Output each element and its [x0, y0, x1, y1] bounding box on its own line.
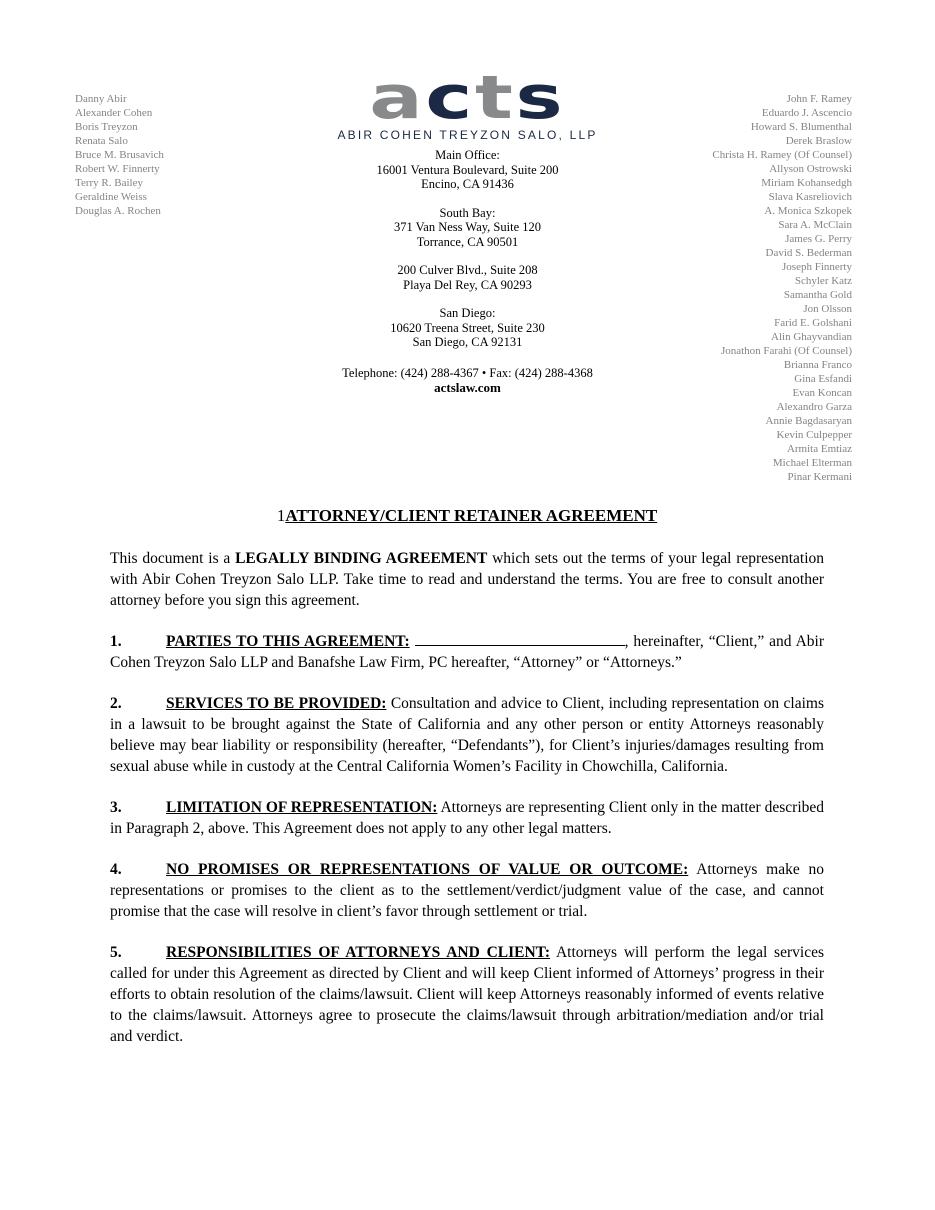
office-playa-del-rey [0, 263, 935, 292]
office-address-line: 371 Van Ness Way, Suite 120 [393, 220, 542, 234]
client-name-blank-field [415, 631, 625, 646]
office-address-line: Playa Del Rey, CA 90293 [403, 277, 532, 292]
office-address-line: 10620 Treena Street, Suite 230 [390, 320, 545, 335]
attorney-name: Miriam Kohansedgh [761, 177, 852, 189]
logo-letter-s: s [515, 63, 566, 133]
attorney-name: Robert W. Finnerty [75, 163, 160, 175]
office-label: Main Office: [435, 148, 500, 162]
attorney-name: Boris Treyzon [75, 121, 138, 133]
attorney-name: Renata Salo [75, 135, 128, 147]
section-body: , hereinafter, “Client,” and Abir Cohen Treyzon Salo LLP and Banafshe Law Firm, PC hereafter, “Attorney” or “Attorneys.” [110, 633, 825, 671]
attorney-name: Schyler Katz [794, 275, 852, 287]
letterhead [0, 63, 935, 395]
section-services [110, 693, 824, 777]
logo-letter-a: a [369, 63, 426, 133]
intro-text-post: which sets out the terms of your legal representation with Abir Cohen Treyzon Salo LLP. Take time to read and understand the terms. You are free to consult another attorney before you sign this agreement. [110, 550, 825, 609]
section-heading: SERVICES TO BE PROVIDED: [166, 695, 387, 712]
office-main [0, 148, 935, 192]
section-parties [110, 631, 824, 673]
section-limitation [110, 797, 824, 839]
section-number: 5. [110, 944, 122, 961]
attorney-name: Pinar Kermani [787, 471, 852, 483]
office-address-line: 16001 Ventura Boulevard, Suite 200 [376, 162, 559, 177]
intro-text-pre: This document is a [110, 550, 236, 567]
attorney-name: Howard S. Blumenthal [750, 121, 852, 133]
section-body: Attorneys will perform the legal services called for under this Agreement as directed by Client and will keep Client informed of Attorneys’ progress in their efforts to obtain resolution of the claims/lawsuit. Client will keep Attorneys reasonably informed of events relative to the claims/lawsuit. Attorneys agree to prosecute the claims/lawsuit through arbitration/mediation and/or trial and verdict. [110, 944, 824, 1045]
section-body: Attorneys are representing Client only in the matter described in Paragraph 2, above. This Agreement does not apply to any other legal matters. [110, 799, 825, 837]
attorney-name: Terry R. Bailey [75, 177, 143, 189]
firm-name: ABIR COHEN TREYZON SALO, LLP [337, 128, 598, 142]
attorney-name: Farid E. Golshani [774, 317, 852, 329]
office-address-line: San Diego, CA 92131 [412, 335, 523, 349]
attorney-name: Alin Ghayvandian [771, 331, 852, 343]
office-label: South Bay: [439, 205, 496, 220]
attorney-name: Samantha Gold [783, 289, 852, 301]
section-no-promises [110, 859, 824, 922]
title-text: ATTORNEY/CLIENT RETAINER AGREEMENT [285, 506, 658, 525]
attorney-name: Michael Elterman [772, 457, 852, 469]
attorney-name: Brianna Franco [783, 359, 852, 371]
attorney-name: Kevin Culpepper [776, 429, 852, 441]
attorney-name: Armita Emtiaz [786, 443, 852, 455]
attorney-name: Alexandro Garza [776, 401, 852, 413]
intro-paragraph [110, 548, 824, 611]
attorney-name: A. Monica Szkopek [764, 205, 852, 217]
office-address-line: 200 Culver Blvd., Suite 208 [397, 263, 538, 277]
website-url: actslaw.com [434, 380, 501, 395]
section-body: Attorneys make no representations or promises to the client as to the settlement/verdict/judgment value of the case, and cannot promise that the case will resolve in client’s favor through settlement or trial. [110, 861, 825, 920]
attorney-name: Jon Olsson [803, 303, 852, 315]
attorney-name: Slava Kasreliovich [768, 191, 852, 203]
intro-text-bold: LEGALLY BINDING AGREEMENT [235, 550, 488, 567]
office-label: San Diego: [439, 306, 496, 320]
section-responsibilities [110, 942, 824, 1047]
attorney-name: Bruce M. Brusavich [75, 149, 164, 161]
title-number-prefix: 1 [276, 506, 286, 525]
section-heading: RESPONSIBILITIES OF ATTORNEYS AND CLIENT: [166, 944, 551, 961]
section-number: 2. [110, 695, 122, 712]
section-heading: LIMITATION OF REPRESENTATION: [166, 799, 438, 816]
attorney-name: Derek Braslow [785, 135, 852, 147]
attorney-name: David S. Bederman [765, 247, 852, 259]
acts-logo-wordmark [369, 63, 566, 133]
attorney-name: Evan Koncan [792, 387, 852, 399]
logo-letter-c: c [425, 63, 476, 133]
document-title [110, 505, 824, 526]
section-heading: NO PROMISES OR REPRESENTATIONS OF VALUE OR OUTCOME: [166, 861, 689, 878]
agreement-body [110, 505, 824, 1047]
attorney-name: Gina Esfandi [794, 373, 852, 385]
attorney-name: Eduardo J. Ascencio [761, 107, 852, 119]
attorney-name: Jonathon Farahi (Of Counsel) [720, 345, 852, 357]
attorney-name: Joseph Finnerty [782, 261, 852, 273]
attorney-name: Sara A. McClain [778, 219, 852, 231]
logo-letter-t: t [475, 63, 516, 133]
office-address-line: Encino, CA 91436 [421, 177, 514, 191]
attorney-name: Danny Abir [75, 93, 127, 105]
section-heading: PARTIES TO THIS AGREEMENT: [166, 633, 410, 650]
office-south-bay [0, 206, 935, 250]
section-body: Consultation and advice to Client, including representation on claims in a lawsuit to be brought against the State of California and any other person or entity Attorneys reasonably believe may bear liability or responsibility (hereafter, “Defendants”), for Client’s injuries/damages resulting from sexual abuse while in custody at the Central California Women’s Facility in Chowchilla, California. [110, 695, 824, 775]
attorney-name: Christa H. Ramey (Of Counsel) [712, 149, 852, 161]
attorney-name: Allyson Ostrowski [769, 163, 852, 175]
office-address-line: Torrance, CA 90501 [416, 234, 519, 249]
attorney-name: Alexander Cohen [75, 107, 153, 119]
attorney-name: Douglas A. Rochen [75, 205, 161, 217]
telephone-fax-line: Telephone: (424) 288-4367 • Fax: (424) 288-4368 [342, 365, 593, 380]
section-number: 1. [110, 633, 122, 650]
office-san-diego [0, 306, 935, 350]
attorney-name: John F. Ramey [786, 93, 852, 105]
section-number: 3. [110, 799, 122, 816]
section-number: 4. [110, 861, 122, 878]
attorney-name: Annie Bagdasaryan [765, 415, 852, 427]
attorney-name: Geraldine Weiss [75, 191, 147, 203]
attorney-name: James G. Perry [785, 233, 852, 245]
